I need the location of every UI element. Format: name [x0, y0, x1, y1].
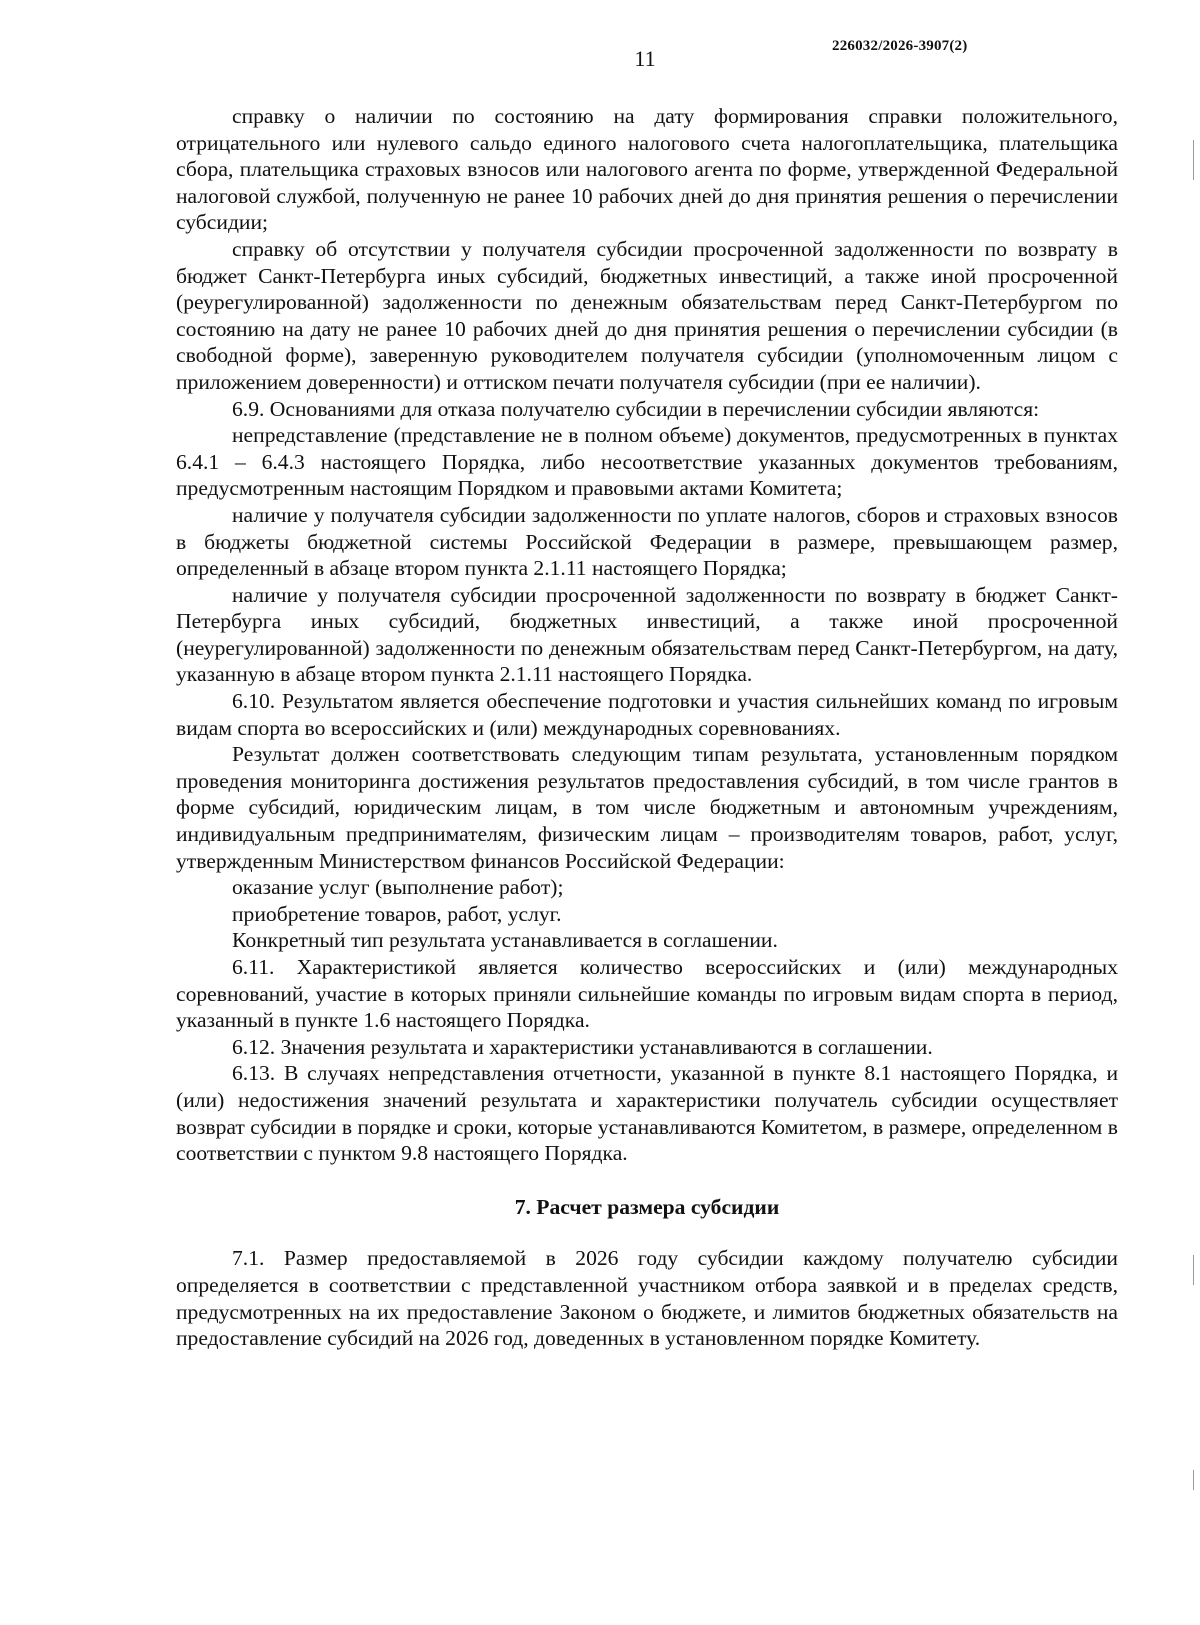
- paragraph: наличие у получателя субсидии задолженности по уплате налогов, сборов и страховых взносов в бюджеты бюджетной системы Российской Федерации в размере, превышающем размер, определенный в абзаце втором пункта 2.1.11 настоящего Порядка;: [176, 502, 1118, 581]
- paragraph: 6.12. Значения результата и характеристики устанавливаются в соглашении.: [232, 1034, 933, 1059]
- section-heading: 7. Расчет размера субсидии: [514, 1194, 780, 1219]
- paragraph: 6.13. В случаях непредставления отчетности, указанной в пункте 8.1 настоящего Порядка, и (или) недостижения значений результата и характеристики получатель субсидии осуществляет возврат субсидии в порядке и сроки, которые устанавливаются Комитетом, в размере, определенном в соответствии с пунктом 9.8 настоящего Порядка.: [176, 1061, 1118, 1166]
- paragraph: оказание услуг (выполнение работ);: [232, 875, 564, 900]
- scan-edge-mark: [1193, 140, 1194, 180]
- scan-edge-mark: [1193, 1255, 1194, 1285]
- paragraph: наличие у получателя субсидии просроченной задолженности по возврату в бюджет Санкт-Петербурга иных субсидий, бюджетных инвестиций, а также иной просроченной (неурегулированной) задолженности по денежным обязательствам перед Санкт-Петербургом, на дату, указанную в абзаце втором пункта 2.1.11 настоящего Порядка.: [176, 582, 1118, 687]
- scan-edge-mark: [1193, 1470, 1194, 1490]
- paragraph: 6.9. Основаниями для отказа получателю субсидии в перечислении субсидии являются:: [232, 396, 1040, 421]
- paragraph: справку об отсутствии у получателя субсидии просроченной задолженности по возврату в бюджет Санкт-Петербурга иных субсидий, бюджетных инвестиций, а также иной просроченной (реурегулированной) задолженности по денежным обязательствам перед Санкт-Петербургом по состоянию на дату не ранее 10 рабочих дней до дня принятия решения о перечислении субсидии (в свободной форме), заверенную руководителем получателя субсидии (уполномоченным лицом с приложением доверенности) и оттиском печати получателя субсидии (при ее наличии).: [176, 236, 1118, 394]
- page-number: 11: [634, 46, 656, 71]
- paragraph: приобретение товаров, работ, услуг.: [232, 901, 562, 926]
- document-id: 226032/2026-3907(2): [832, 38, 968, 54]
- paragraph: Конкретный тип результата устанавливается в соглашении.: [232, 928, 778, 953]
- paragraph: 6.11. Характеристикой является количество всероссийских и (или) международных соревнований, участие в которых приняли сильнейшие команды по игровым видам спорта в период, указанный в пункте 1.6 настоящего Порядка.: [176, 955, 1118, 1033]
- document-body: [176, 103, 1118, 1352]
- paragraph: непредставление (представление не в полном объеме) документов, предусмотренных в пунктах 6.4.1 – 6.4.3 настоящего Порядка, либо несоответствие указанных документов требованиям, предусмотренным настоящим Порядком и правовыми актами Комитета;: [176, 423, 1118, 501]
- paragraph: справку о наличии по состоянию на дату формирования справки положительного, отрицательного или нулевого сальдо единого налогового счета налогоплательщика, плательщика сбора, плательщика страховых взносов или налогового агента по форме, утвержденной Федеральной налоговой службой, полученную не ранее 10 рабочих дней до дня принятия решения о перечислении субсидии;: [176, 104, 1118, 235]
- paragraph: Результат должен соответствовать следующим типам результата, установленным порядком проведения мониторинга достижения результатов предоставления субсидий, в том числе грантов в форме субсидий, юридическим лицам, в том числе бюджетным и автономным учреждениям, индивидуальным предпринимателям, физическим лицам – производителям товаров, работ, услуг, утвержденным Министерством финансов Российской Федерации:: [176, 742, 1118, 873]
- paragraph: 7.1. Размер предоставляемой в 2026 году субсидии каждому получателю субсидии определяется в соответствии с представленной участником отбора заявкой и в пределах средств, предусмотренных на их предоставление Законом о бюджете, и лимитов бюджетных обязательств на предоставление субсидий на 2026 год, доведенных в установленном порядке Комитету.: [176, 1246, 1118, 1351]
- paragraph: 6.10. Результатом является обеспечение подготовки и участия сильнейших команд по игровым видам спорта во всероссийских и (или) международных соревнованиях.: [176, 689, 1118, 740]
